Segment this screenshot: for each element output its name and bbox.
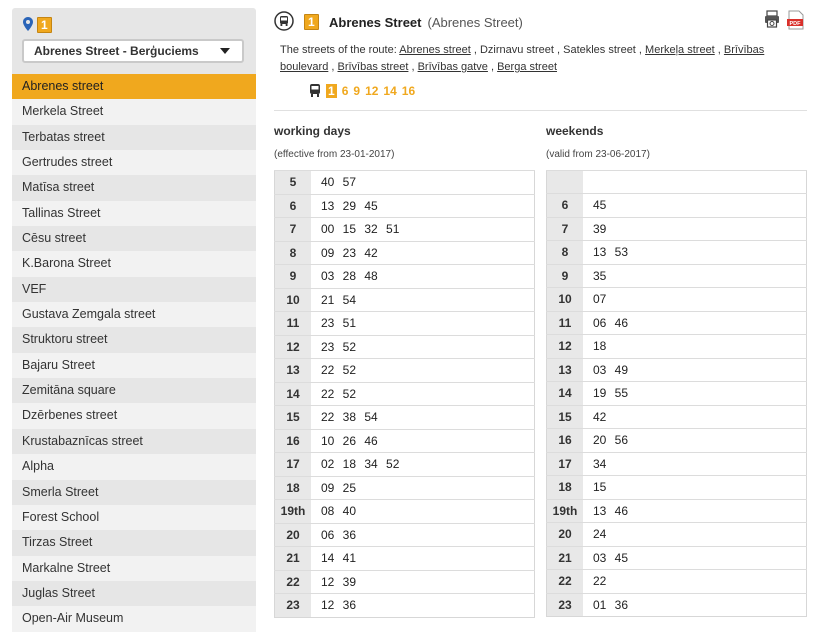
stop-name-original: (Abrenes Street) <box>427 15 523 30</box>
stops-sidebar <box>12 8 256 632</box>
minutes-cell: 22 52 <box>311 382 535 406</box>
hour-cell: 20 <box>547 523 584 547</box>
hour-cell: 17 <box>547 452 584 476</box>
chevron-down-icon <box>220 48 230 54</box>
minutes-cell: 12 39 <box>311 570 535 594</box>
minutes-cell: 19 55 <box>583 382 807 406</box>
stop-item[interactable]: Alpha <box>12 454 256 479</box>
minutes-cell: 20 56 <box>583 429 807 453</box>
hour-cell: 10 <box>275 288 312 312</box>
minutes-cell: 12 36 <box>311 594 535 618</box>
stop-item[interactable]: Gertrudes street <box>12 150 256 175</box>
sidebar-header <box>12 8 256 74</box>
table-row <box>275 429 535 453</box>
route-link-14[interactable]: 14 <box>383 84 397 98</box>
table-row <box>275 406 535 430</box>
minutes-cell: 21 54 <box>311 288 535 312</box>
hour-cell: 11 <box>547 311 584 335</box>
minutes-cell: 14 41 <box>311 547 535 571</box>
minutes-cell: 24 <box>583 523 807 547</box>
minutes-cell <box>583 171 807 194</box>
table-row <box>275 171 535 195</box>
hour-cell: 21 <box>275 547 312 571</box>
street-link[interactable]: Brīvības street <box>337 61 409 73</box>
table-row <box>275 265 535 289</box>
minutes-cell: 15 <box>583 476 807 500</box>
stop-item[interactable]: Struktoru street <box>12 327 256 352</box>
hour-cell: 19th <box>275 500 312 524</box>
minutes-cell: 09 25 <box>311 476 535 500</box>
hour-cell: 9 <box>547 264 584 288</box>
hour-cell: 20 <box>275 523 312 547</box>
table-row <box>275 241 535 265</box>
table-row <box>547 499 807 523</box>
hour-cell: 5 <box>275 171 312 195</box>
hour-cell: 16 <box>275 429 312 453</box>
table-row <box>275 523 535 547</box>
hour-cell: 10 <box>547 288 584 312</box>
hour-cell: 15 <box>547 405 584 429</box>
route-link-6[interactable]: 6 <box>341 84 349 98</box>
hour-cell: 6 <box>547 194 584 218</box>
table-row <box>547 382 807 406</box>
minutes-cell: 07 <box>583 288 807 312</box>
table-row <box>547 217 807 241</box>
pdf-icon[interactable] <box>787 10 805 30</box>
working-days-table <box>274 170 535 618</box>
hour-cell: 14 <box>547 382 584 406</box>
timetable-panel <box>274 8 807 613</box>
stop-item[interactable]: Juglas Street <box>12 581 256 606</box>
hour-cell: 19th <box>547 499 584 523</box>
working-days-timetable <box>274 124 535 618</box>
minutes-cell: 06 36 <box>311 523 535 547</box>
minutes-cell: 09 23 42 <box>311 241 535 265</box>
weekends-title: weekends <box>546 124 604 138</box>
stop-item[interactable]: Terbatas street <box>12 125 256 150</box>
stop-item[interactable]: Matīsa street <box>12 175 256 200</box>
table-row <box>547 335 807 359</box>
minutes-cell: 45 <box>583 194 807 218</box>
hour-cell: 21 <box>547 546 584 570</box>
minutes-cell: 22 52 <box>311 359 535 383</box>
hour-cell: 17 <box>275 453 312 477</box>
table-row <box>547 194 807 218</box>
table-row <box>547 476 807 500</box>
minutes-cell: 22 38 54 <box>311 406 535 430</box>
stop-item[interactable]: Tallinas Street <box>12 201 256 226</box>
hour-cell: 23 <box>547 593 584 617</box>
hour-cell: 23 <box>275 594 312 618</box>
street-link[interactable]: Berga street <box>497 61 558 73</box>
divider <box>274 110 807 111</box>
stop-item[interactable]: Krustabaznīcas street <box>12 429 256 454</box>
route-number-badge[interactable]: 1 <box>37 17 52 33</box>
table-row <box>275 312 535 336</box>
minutes-cell: 35 <box>583 264 807 288</box>
table-row <box>547 570 807 594</box>
minutes-cell: 03 49 <box>583 358 807 382</box>
street-link[interactable]: Merkeļa street <box>645 44 715 56</box>
table-row <box>547 405 807 429</box>
hour-cell: 15 <box>275 406 312 430</box>
hour-cell: 11 <box>275 312 312 336</box>
table-row <box>275 335 535 359</box>
streets-label: The streets of the route: <box>280 44 400 56</box>
minutes-cell: 01 36 <box>583 593 807 617</box>
hour-cell: 18 <box>547 476 584 500</box>
print-icon[interactable] <box>764 10 780 28</box>
table-row <box>275 500 535 524</box>
stop-list <box>12 74 256 632</box>
bus-icon <box>309 84 321 97</box>
table-row <box>275 476 535 500</box>
stop-item[interactable]: Markalne Street <box>12 556 256 581</box>
table-row <box>275 288 535 312</box>
hour-cell: 8 <box>547 241 584 265</box>
minutes-cell: 02 18 34 52 <box>311 453 535 477</box>
hour-cell: 22 <box>547 570 584 594</box>
route-streets: The streets of the route: Abrenes street , Dzirnavu street , Satekles street , Merkeļa street , Brīvības boulevard , Brīvības street , Brīvības gatve , Berga street <box>280 44 765 73</box>
hour-cell: 9 <box>275 265 312 289</box>
minutes-cell: 06 46 <box>583 311 807 335</box>
stop-item[interactable]: Cēsu street <box>12 226 256 251</box>
direction-select-value: Abrenes Street - Berģuciems <box>34 44 199 58</box>
hour-cell: 7 <box>275 218 312 242</box>
stop-item[interactable]: Merkela Street <box>12 99 256 124</box>
bus-icon <box>274 11 294 31</box>
weekends-note: (valid from 23-06-2017) <box>546 149 650 160</box>
route-link-12[interactable]: 12 <box>365 84 379 98</box>
table-row <box>547 171 807 194</box>
weekends-timetable <box>546 124 807 617</box>
minutes-cell: 23 51 <box>311 312 535 336</box>
table-row <box>275 594 535 618</box>
hour-cell: 7 <box>547 217 584 241</box>
table-row <box>547 546 807 570</box>
table-row <box>547 358 807 382</box>
route-links <box>326 82 420 100</box>
table-row <box>547 311 807 335</box>
minutes-cell: 13 29 45 <box>311 194 535 218</box>
working-days-note: (effective from 23-01-2017) <box>274 149 395 160</box>
table-row <box>275 453 535 477</box>
minutes-cell: 13 53 <box>583 241 807 265</box>
table-row <box>547 264 807 288</box>
minutes-cell: 34 <box>583 452 807 476</box>
hour-cell <box>547 171 584 194</box>
hour-cell: 16 <box>547 429 584 453</box>
street-name: Dzirnavu street <box>479 44 554 56</box>
hour-cell: 22 <box>275 570 312 594</box>
weekends-table <box>546 170 807 617</box>
table-row <box>275 570 535 594</box>
stop-item[interactable]: Abrenes street <box>12 74 256 99</box>
route-link-16[interactable]: 16 <box>401 84 416 98</box>
table-row <box>547 241 807 265</box>
street-name: Satekles street <box>563 44 636 56</box>
page-title <box>329 15 523 30</box>
stop-item[interactable]: K.Barona Street <box>12 251 256 276</box>
stop-item[interactable]: VEF <box>12 277 256 302</box>
minutes-cell: 22 <box>583 570 807 594</box>
hour-cell: 13 <box>275 359 312 383</box>
working-days-title: working days <box>274 124 351 138</box>
minutes-cell: 18 <box>583 335 807 359</box>
street-link[interactable]: Abrenes street <box>399 44 471 56</box>
stop-item[interactable]: Forest School <box>12 505 256 530</box>
location-pin-icon <box>23 17 33 31</box>
stop-item[interactable]: Bajaru Street <box>12 353 256 378</box>
minutes-cell: 40 57 <box>311 171 535 195</box>
hour-cell: 13 <box>547 358 584 382</box>
table-row <box>547 452 807 476</box>
table-row <box>275 382 535 406</box>
hour-cell: 14 <box>275 382 312 406</box>
table-row <box>275 194 535 218</box>
table-row <box>547 593 807 617</box>
street-link[interactable]: Brīvības gatve <box>417 61 488 73</box>
hour-cell: 12 <box>275 335 312 359</box>
direction-select[interactable] <box>22 39 244 63</box>
stop-item[interactable]: Zemitāna square <box>12 378 256 403</box>
minutes-cell: 00 15 32 51 <box>311 218 535 242</box>
table-row <box>547 523 807 547</box>
minutes-cell: 13 46 <box>583 499 807 523</box>
stop-title-row <box>274 8 807 38</box>
table-row <box>275 547 535 571</box>
table-row <box>275 359 535 383</box>
route-link-1[interactable]: 1 <box>328 84 335 98</box>
hour-cell: 8 <box>275 241 312 265</box>
table-row <box>547 429 807 453</box>
stop-routes <box>274 82 807 100</box>
street-link[interactable]: Brīvības boulevard <box>280 44 765 73</box>
minutes-cell: 08 40 <box>311 500 535 524</box>
hour-cell: 18 <box>275 476 312 500</box>
svg-text:PDF: PDF <box>789 20 801 27</box>
minutes-cell: 42 <box>583 405 807 429</box>
stop-item[interactable]: Dzērbenes street <box>12 403 256 428</box>
stop-item[interactable]: Smerla Street <box>12 480 256 505</box>
hour-cell: 12 <box>547 335 584 359</box>
minutes-cell: 23 52 <box>311 335 535 359</box>
stop-name: Abrenes Street <box>329 15 422 30</box>
minutes-cell: 03 45 <box>583 546 807 570</box>
table-row <box>547 288 807 312</box>
hour-cell: 6 <box>275 194 312 218</box>
route-number-badge: 1 <box>304 14 319 30</box>
minutes-cell: 39 <box>583 217 807 241</box>
stop-item[interactable]: Open-Air Museum <box>12 606 256 631</box>
route-link-9[interactable]: 9 <box>353 84 361 98</box>
stop-item[interactable]: Gustava Zemgala street <box>12 302 256 327</box>
stop-item[interactable]: Tirzas Street <box>12 530 256 555</box>
table-row <box>275 218 535 242</box>
minutes-cell: 10 26 46 <box>311 429 535 453</box>
minutes-cell: 03 28 48 <box>311 265 535 289</box>
